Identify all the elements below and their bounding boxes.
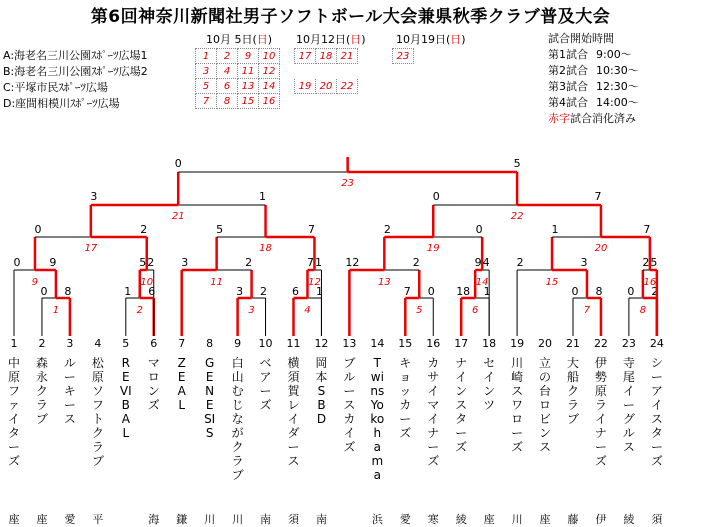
team-region: 須: [288, 513, 299, 526]
score-label: 1: [483, 285, 491, 298]
game-number: 2: [136, 305, 143, 316]
team-number: 8: [206, 337, 214, 350]
score-label: 7: [307, 223, 315, 236]
team-name: 伊勢原ライナーズ: [594, 356, 607, 468]
game-number: 19: [426, 243, 440, 254]
team-number: 11: [286, 337, 301, 350]
venue-d: D:座間相模川ｽﾎﾟｰﾂ広場: [3, 97, 120, 110]
page-title: 第6回神奈川新聞社男子ソフトボール大会兼県秋季クラブ普及大会: [90, 7, 611, 27]
team-number: 9: [234, 337, 242, 350]
day2-game-cell: 18: [316, 49, 337, 64]
team-number: 4: [94, 337, 102, 350]
time-row-1: 第1試合 9:00～: [548, 48, 632, 61]
team-number: 15: [398, 337, 413, 350]
team-name: ベアーズ: [259, 356, 272, 412]
game-number: 21: [171, 211, 185, 222]
time-row-4: 第4試合 14:00～: [548, 96, 639, 109]
day1-game-cell: 9: [238, 49, 259, 64]
game-number: 4: [304, 305, 311, 316]
day3-game-cell: 23: [393, 49, 414, 64]
score-label: 0: [13, 256, 21, 269]
day1-game-cell: 4: [217, 64, 238, 79]
team-name: 立の台ロビンス: [539, 356, 552, 454]
score-label: 1: [314, 256, 322, 269]
score-label: 3: [181, 256, 189, 269]
score-label: 0: [174, 157, 182, 170]
game-number: 16: [643, 277, 657, 288]
team-number: 12: [314, 337, 329, 350]
score-label: 5: [139, 256, 147, 269]
score-label: 8: [64, 285, 72, 298]
score-label: 8: [595, 285, 603, 298]
team-name: 寺尾イーグルス: [622, 356, 635, 454]
date-2: 10月12日(日): [296, 33, 366, 46]
team-name: ブルースカイズ: [343, 356, 356, 454]
game-number: 11: [210, 277, 224, 288]
start-times-header: 試合開始時間: [548, 32, 614, 45]
team-name: 大船クラブ: [566, 356, 579, 426]
team-name: ルーキース: [63, 356, 76, 426]
day1-game-cell: 1: [196, 49, 217, 64]
team-region: 浜: [371, 513, 383, 526]
team-region: 川: [511, 513, 523, 526]
score-label: 2: [147, 256, 155, 269]
team-number: 18: [482, 337, 497, 350]
team-name: Twins Yokohama: [370, 356, 385, 482]
day1-game-cell: 11: [238, 64, 259, 79]
day1-game-cell: 10: [259, 49, 280, 64]
team-region: 綾: [623, 513, 635, 526]
day1-game-cell: 12: [259, 64, 280, 79]
score-label: 2: [651, 285, 659, 298]
score-label: 1: [259, 190, 267, 203]
team-number: 24: [649, 337, 664, 350]
team-region: 平: [92, 513, 104, 526]
team-region: 愛: [399, 513, 411, 526]
team-number: 1: [10, 337, 18, 350]
game-number: 13: [377, 277, 391, 288]
day2-game-cell: 19: [295, 79, 316, 94]
team-name: 横須賀レイダース: [287, 356, 300, 468]
score-label: 5: [650, 256, 658, 269]
venue-b: B:海老名三川公園ｽﾎﾟｰﾂ広場2: [3, 65, 148, 78]
team-number: 13: [342, 337, 357, 350]
score-label: 7: [643, 223, 651, 236]
score-label: 6: [292, 285, 299, 298]
score-label: 5: [513, 157, 521, 170]
score-label: 0: [427, 285, 435, 298]
team-region: 藤: [567, 513, 579, 526]
score-label: 7: [594, 190, 602, 203]
team-region: 座: [539, 513, 551, 526]
game-number: 1: [52, 305, 60, 316]
team-number: 14: [370, 337, 385, 350]
team-name: キョッカーズ: [399, 356, 412, 440]
score-label: 0: [34, 223, 42, 236]
team-region: 座: [36, 513, 48, 526]
game-number: 9: [31, 277, 39, 288]
game-number: 18: [259, 243, 272, 254]
day2-game-cell: 22: [337, 79, 358, 94]
venue-a: A:海老名三川公園ｽﾎﾟｰﾂ広場1: [3, 49, 148, 62]
team-name: 白山むじながクラブ: [231, 356, 244, 482]
team-region: 鎌: [176, 513, 188, 526]
team-number: 2: [38, 337, 46, 350]
team-region: 海: [148, 513, 160, 526]
score-label: 9: [474, 256, 482, 269]
team-name: ナインスターズ: [455, 356, 468, 454]
day1-game-cell: 13: [238, 79, 259, 94]
team-name: セインツ: [483, 356, 496, 412]
game-number: 10: [140, 277, 154, 288]
day1-game-cell: 15: [238, 94, 259, 109]
score-label: 0: [432, 190, 440, 203]
score-label: 1: [315, 285, 323, 298]
team-region: 愛: [64, 513, 76, 526]
team-region: 川: [232, 513, 244, 526]
team-name: カサイマイナーズ: [427, 356, 440, 468]
day1-game-cell: 6: [217, 79, 238, 94]
team-region: 座: [483, 513, 495, 526]
score-label: 1: [124, 285, 132, 298]
game-number: 20: [594, 243, 608, 254]
day1-game-cell: 8: [217, 94, 238, 109]
game-number: 23: [341, 178, 355, 189]
team-region: 綾: [455, 513, 467, 526]
team-region: 川: [204, 513, 216, 526]
score-label: 2: [412, 256, 420, 269]
team-number: 19: [510, 337, 525, 350]
team-region: 南: [260, 513, 272, 526]
team-name: 松原ソフトクラブ: [91, 356, 104, 468]
team-region: 伊: [595, 513, 607, 526]
game-number: 12: [308, 277, 321, 288]
team-number: 17: [454, 337, 469, 350]
team-name: 川崎スワローズ: [511, 356, 524, 454]
day1-game-cell: 16: [259, 94, 280, 109]
team-region: 寒: [427, 513, 439, 526]
game-number: 5: [416, 305, 423, 316]
score-label: 2: [260, 285, 268, 298]
score-label: 0: [475, 223, 483, 236]
game-number: 8: [639, 305, 647, 316]
time-row-2: 第2試合 10:30～: [548, 64, 639, 77]
team-name: 中原ファイターズ: [7, 356, 20, 468]
team-number: 21: [566, 337, 580, 350]
game-number: 7: [583, 305, 591, 316]
score-label: 6: [148, 285, 156, 298]
score-label: 3: [90, 190, 98, 203]
team-number: 10: [258, 337, 273, 350]
team-number: 6: [150, 337, 158, 350]
score-label: 3: [580, 256, 588, 269]
day1-game-cell: 7: [196, 94, 217, 109]
team-name: GENESIS: [204, 356, 216, 440]
score-label: 2: [140, 223, 148, 236]
game-number: 22: [510, 211, 524, 222]
team-number: 22: [593, 337, 608, 350]
game-number: 15: [545, 277, 559, 288]
score-label: 18: [456, 285, 471, 298]
day1-game-cell: 3: [196, 64, 217, 79]
score-label: 7: [403, 285, 411, 298]
team-number: 23: [621, 337, 636, 350]
day1-game-cell: 5: [196, 79, 217, 94]
date-3: 10月19日(日): [396, 33, 466, 46]
team-name: 森永クラブ: [35, 356, 48, 426]
score-label: 2: [516, 256, 524, 269]
score-label: 7: [306, 256, 314, 269]
game-number: 3: [248, 305, 255, 316]
team-number: 20: [538, 337, 553, 350]
team-region: 須: [651, 513, 663, 526]
score-label: 3: [236, 285, 244, 298]
game-number: 14: [475, 277, 489, 288]
score-label: 1: [551, 223, 559, 236]
team-name: ZEAL: [177, 356, 186, 412]
score-label: 9: [49, 256, 57, 269]
team-number: 3: [66, 337, 74, 350]
day1-game-cell: 2: [217, 49, 238, 64]
day1-game-cell: 14: [259, 79, 280, 94]
day2-game-cell: 21: [337, 49, 358, 64]
game-number: 6: [471, 305, 479, 316]
score-label: 0: [627, 285, 635, 298]
played-note: 赤字試合消化済み: [548, 112, 636, 125]
team-name: マロンズ: [147, 356, 160, 412]
team-name: シーアイスターズ: [650, 356, 663, 468]
team-number: 7: [178, 337, 186, 350]
team-name: REVIBAL: [119, 356, 132, 440]
day2-game-cell: 20: [316, 79, 337, 94]
team-region: 座: [8, 513, 20, 526]
team-number: 5: [122, 337, 130, 350]
score-label: 4: [482, 256, 490, 269]
score-label: 5: [216, 223, 224, 236]
score-label: 0: [571, 285, 579, 298]
time-row-3: 第3試合 12:30～: [548, 80, 639, 93]
game-number: 17: [84, 243, 98, 254]
score-label: 2: [642, 256, 650, 269]
score-label: 12: [345, 256, 360, 269]
team-region: 南: [315, 513, 327, 526]
date-1: 10月 5日(日): [206, 33, 273, 46]
team-name: 岡本SBD: [315, 356, 328, 426]
venue-c: C:平塚市民ｽﾎﾟｰﾂ広場: [3, 81, 108, 94]
score-label: 2: [245, 256, 253, 269]
team-number: 16: [426, 337, 441, 350]
score-label: 0: [40, 285, 48, 298]
score-label: 2: [383, 223, 391, 236]
day2-game-cell: 17: [295, 49, 316, 64]
